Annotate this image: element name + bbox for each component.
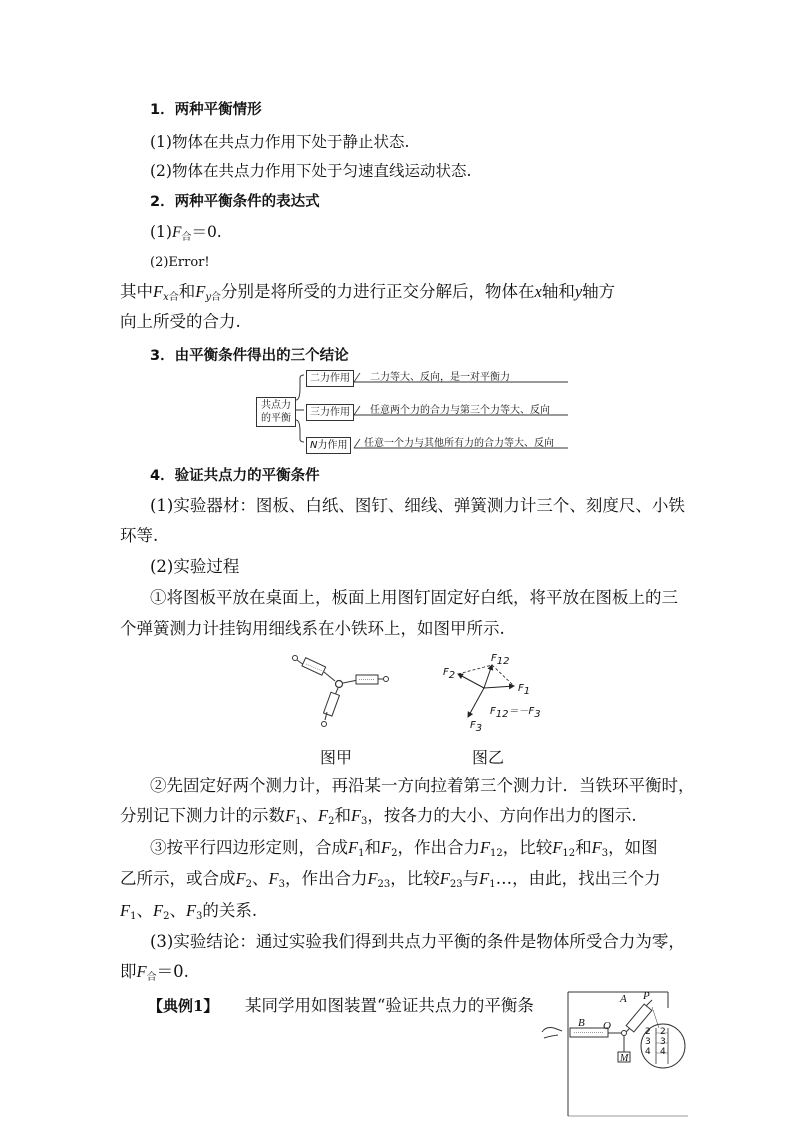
example-apparatus-figure bbox=[540, 988, 690, 1118]
section-2-explain-line-1: 其中$F_{x合}$和$F_{y合}$分别是将所受的力进行正交分解后，物体在x轴和y轴方 bbox=[120, 282, 616, 303]
figure-b-label-f1: $F_1$ bbox=[518, 683, 531, 697]
tree-branch-n-forces: N力作用 bbox=[306, 437, 351, 454]
section-4-item-3-line-2: 即$F_合=0$. bbox=[120, 962, 189, 983]
section-2-item-2: (2)Error! bbox=[150, 255, 210, 270]
section-2-explain-line-2: 向上所受的合力. bbox=[120, 312, 241, 331]
scale-right-4: 4 bbox=[660, 1047, 666, 1057]
step-2-line-1: ②先固定好两个测力计，再沿某一方向拉着第三个测力计．当铁环平衡时， bbox=[150, 776, 695, 795]
scale-right-2: 2 bbox=[660, 1027, 666, 1037]
section-1-item-2: (2)物体在共点力作用下处于匀速直线运动状态. bbox=[150, 162, 472, 180]
figure-b-label-f2: $F_2$ bbox=[443, 667, 456, 681]
figure-a-spring-scales bbox=[290, 652, 410, 734]
tree-text-n-forces: 任意一个力与其他所有力的合力等大、反向 bbox=[364, 438, 554, 449]
step-2-line-2: 分别记下测力计的示数$F_1$、$F_2$和$F_3$，按各力的大小、方向作出力的图示. bbox=[120, 806, 637, 827]
section-1-heading: 1．两种平衡情形 bbox=[150, 102, 262, 118]
apparatus-label-o: O bbox=[603, 1020, 611, 1032]
figure-a-caption: 图甲 bbox=[320, 748, 353, 767]
scale-left-2: 2 bbox=[645, 1027, 651, 1037]
step-3-line-2: 乙所示，或合成$F_2$、$F_3$，作出合力$F_{23}$，比较$F_{23}$与$F_1\dots$，由此，找出三个力 bbox=[120, 869, 661, 890]
section-4-item-1-line-1: (1)实验器材：图板、白纸、图钉、细线、弹簧测力计三个、刻度尺、小铁 bbox=[150, 496, 685, 515]
section-4-item-3-line-1: (3)实验结论：通过实验我们得到共点力平衡的条件是物体所受合力为零， bbox=[150, 932, 685, 951]
scale-left-3: 3 bbox=[645, 1037, 651, 1047]
section-3-heading: 3．由平衡条件得出的三个结论 bbox=[150, 348, 349, 364]
figure-b-label-f12: $F_{12}$ bbox=[491, 653, 510, 667]
tree-text-three-forces: 任意两个力的合力与第三个力等大、反向 bbox=[370, 405, 550, 416]
figure-b-equation: $F_{12}=-F_3$ bbox=[490, 706, 541, 720]
section-2-item-1: $(1)F_合=0$. bbox=[150, 223, 222, 243]
apparatus-label-p: P bbox=[643, 990, 650, 1002]
apparatus-label-b: B bbox=[578, 1017, 585, 1029]
step-1-line-1: ①将图板平放在桌面上，板面上用图钉固定好白纸，将平放在图板上的三 bbox=[150, 588, 678, 607]
scale-right-3: 3 bbox=[660, 1037, 666, 1047]
apparatus-label-m: M bbox=[620, 1053, 629, 1064]
step-3-line-3: $F_1$、$F_2$、$F_3$的关系. bbox=[120, 901, 258, 922]
apparatus-label-a: A bbox=[620, 993, 627, 1005]
scale-left-4: 4 bbox=[645, 1047, 651, 1057]
example-1-tag: 【典例1】 bbox=[148, 997, 219, 1015]
conclusion-tree-diagram bbox=[256, 368, 576, 454]
section-1-item-1: (1)物体在共点力作用下处于静止状态. bbox=[150, 133, 410, 151]
tree-branch-three-forces: 三力作用 bbox=[306, 404, 354, 421]
section-4-item-1-line-2: 环等. bbox=[120, 526, 159, 545]
step-1-line-2: 个弹簧测力计挂钩用细线系在小铁环上，如图甲所示. bbox=[120, 619, 505, 638]
example-1-text: 某同学用如图装置“验证共点力的平衡条 bbox=[245, 996, 534, 1015]
tree-root-node: 共点力 的平衡 bbox=[256, 397, 296, 427]
step-3-line-1: ③按平行四边形定则，合成$F_1$和$F_2$，作出合力$F_{12}$，比较$F_{12}$和$F_3$，如图 bbox=[150, 838, 658, 859]
figure-b-caption: 图乙 bbox=[472, 748, 505, 767]
section-4-item-2: (2)实验过程 bbox=[150, 557, 240, 576]
tree-text-two-forces: 二力等大、反向，是一对平衡力 bbox=[370, 372, 510, 383]
tree-branch-two-forces: 二力作用 bbox=[306, 370, 354, 387]
section-2-heading: 2．两种平衡条件的表达式 bbox=[150, 194, 320, 210]
section-4-heading: 4．验证共点力的平衡条件 bbox=[150, 468, 320, 484]
figure-b-label-f3: $F_3$ bbox=[470, 720, 483, 734]
